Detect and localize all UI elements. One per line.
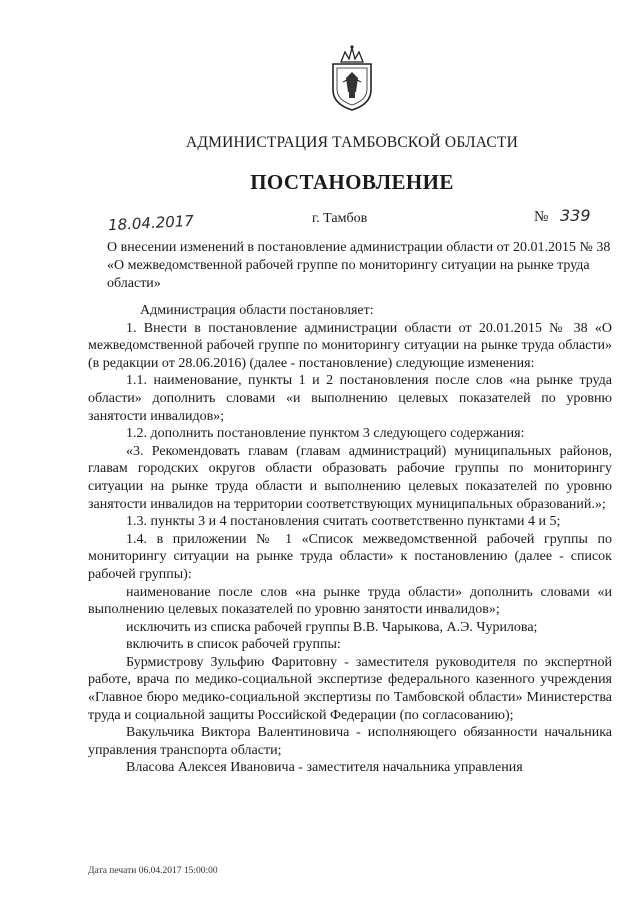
paragraph: 1.3. пункты 3 и 4 постановления считать соответственно пунктами 4 и 5; (126, 514, 561, 530)
paragraph: 1.1. наименование, пункты 1 и 2 постановления после слов «на рынке труда области» дополнить словами «и выполнению целевых показателей по уровню занятости инвалидов»; (88, 373, 612, 424)
paragraph: 1.4. в приложении № 1 «Список межведомственной рабочей группы по мониторингу ситуации на рынке труда области» к постановлению (далее - список рабочей группы): (88, 531, 612, 582)
paragraph: наименование после слов «на рынке труда области» дополнить словами «и выполнению целевых показателей по уровню занятости инвалидов»; (88, 584, 612, 618)
document-city: г. Тамбов (312, 211, 368, 226)
paragraph: 1. Внести в постановление администрации области от 20.01.2015 № 38 «О межведомственной рабочей группе по мониторингу ситуации на рынке труда области» (в редакции от 28.06.2016) (далее - постановление) следующие изменения: (88, 320, 612, 371)
paragraph: Вакульчика Виктора Валентиновича - исполняющего обязанности начальника управления транспорта области; (88, 725, 612, 758)
document-number: 339 (560, 206, 591, 225)
document-type: ПОСТАНОВЛЕНИЕ (250, 170, 454, 194)
paragraph: включить в список рабочей группы: (126, 637, 341, 653)
coat-of-arms-icon (327, 42, 377, 112)
document-number-label: № (534, 209, 549, 225)
paragraph: Власова Алексея Ивановича - заместителя начальника управления (126, 760, 523, 776)
paragraph: Бурмистрову Зульфию Фаритовну - заместителя руководителя по экспертной работе, врача по медико-социальной экспертизе федерального казенного учреждения «Главное бюро медико-социальной экспертизы по Тамбовской области» Министерства труда и социальной защиты Российской Федерации (по согласованию); (88, 654, 612, 723)
document-subject: О внесении изменений в постановление администрации области от 20.01.2015 № 38 «О межведомственной рабочей группе по мониторингу ситуации на рынке труда области» (107, 240, 611, 291)
organization-name: АДМИНИСТРАЦИЯ ТАМБОВСКОЙ ОБЛАСТИ (186, 134, 518, 151)
paragraph: «3. Рекомендовать главам (главам администраций) муниципальных районов, главам городских округов области образовать рабочие группы по мониторингу ситуации на рынке труда области и выполнению целевых показателей по уровню занятости инвалидов на территории соответствующих муниципальных образований.»; (88, 443, 612, 512)
paragraph: исключить из списка рабочей группы В.В. Чарыкова, А.Э. Чурилова; (126, 619, 538, 635)
paragraph: Администрация области постановляет: (140, 303, 374, 318)
paragraph: 1.2. дополнить постановление пунктом 3 следующего содержания: (126, 426, 525, 442)
print-date-footer: Дата печати 06.04.2017 15:00:00 (88, 866, 218, 876)
document-date: 18.04.2017 (107, 211, 195, 235)
document-body (88, 298, 612, 777)
